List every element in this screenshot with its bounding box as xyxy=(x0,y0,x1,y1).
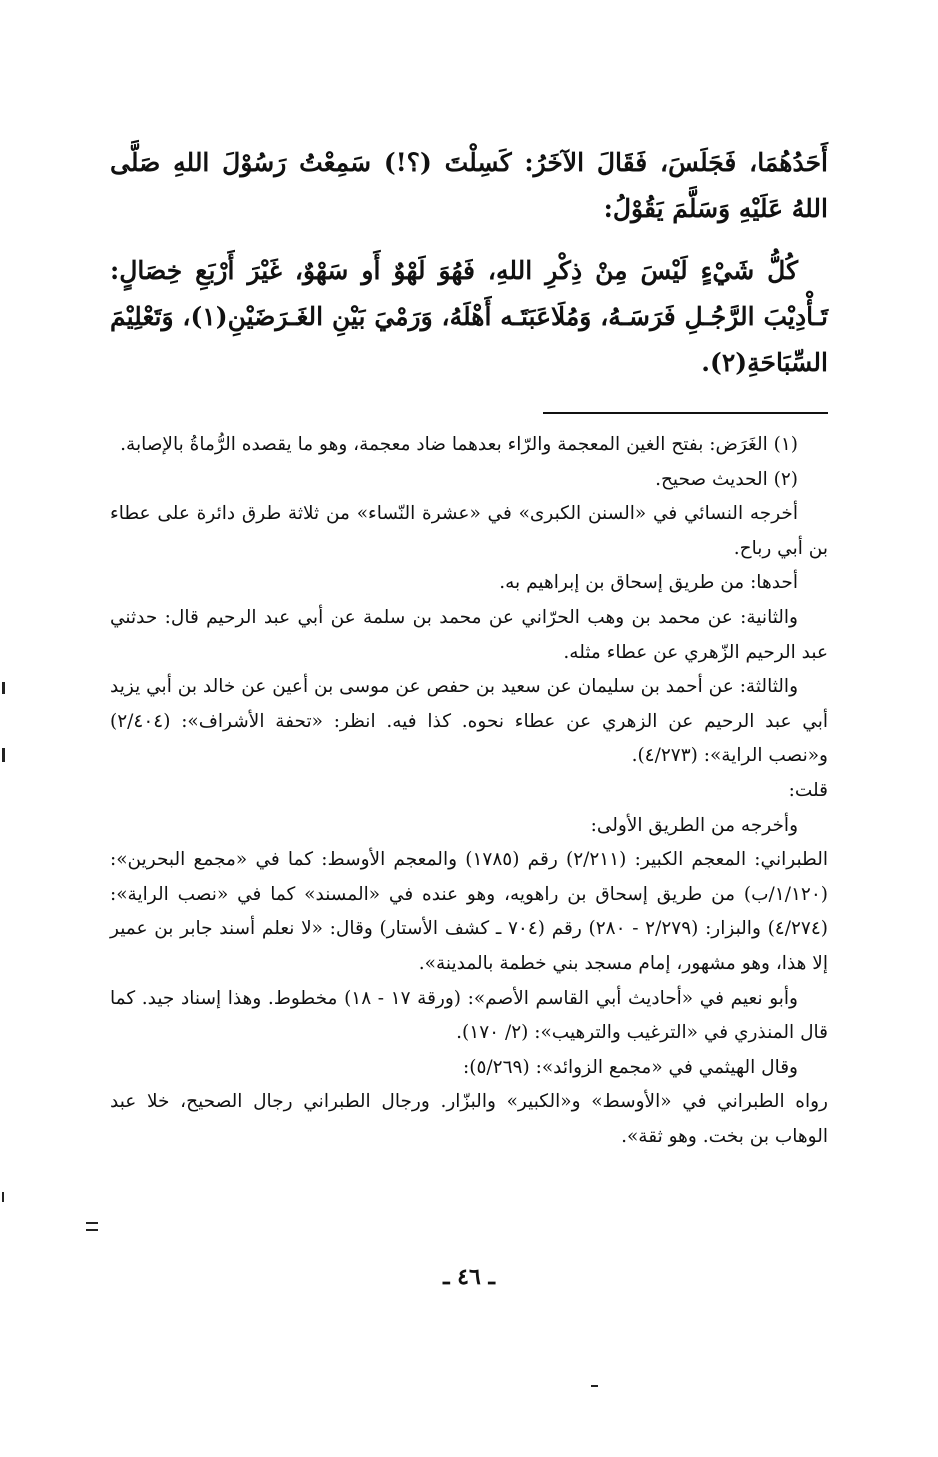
scan-artifact xyxy=(2,682,5,694)
scan-artifact xyxy=(591,1385,598,1387)
footnote-paragraph: أحدها: من طريق إسحاق بن إبراهيم به. xyxy=(499,572,798,594)
footnote-paragraph: والثانية: عن محمد بن وهب الحرّاني عن محمد بن سلمة عن أبي عبد الرحيم قال: حدثني عبد الرحيم الزّهري عن عطاء مثله. xyxy=(110,606,828,663)
footnote-paragraph: وأخرجه من الطريق الأولى: xyxy=(590,814,798,836)
footnote-paragraph: أخرجه النسائي في «السنن الكبرى» في «عشرة النّساء» من ثلاثة طرق دائرة على عطاء بن أبي رباح. xyxy=(110,503,828,559)
footnote-1: (١) الغَرَض: بفتح الغين المعجمة والرّاء بعدهما ضاد معجمة، وهو ما يقصده الرُّماةُ بالإصابة. xyxy=(120,434,798,455)
footnote-paragraph: وأبو نعيم في «أحاديث أبي القاسم الأصم»: (ورقة ١٧ - ١٨) مخطوط. وهذا إسناد جيد. كما قال المنذري في «الترغيب والترهيب»: (٢/ ١٧٠). xyxy=(110,987,828,1044)
scan-artifact xyxy=(86,1229,98,1231)
footnote-paragraph: والثالثة: عن أحمد بن سليمان عن سعيد بن حفص عن موسى بن أعين عن خالد بن أبي يزيد أبي عبد الرحيم عن الزهري عن عطاء نحوه. كذا فيه. انظر: «تحفة الأشراف»: (٢/٤٠٤) و«نصب الراية»: (٤/٢٧٣). xyxy=(110,676,828,767)
page-number: ـ ٤٦ ـ xyxy=(443,1264,495,1290)
scan-artifact xyxy=(86,1222,98,1224)
footnote-paragraph: الطبراني: المعجم الكبير: (٢/٢١١) رقم (١٧٨٥) والمعجم الأوسط: كما في «مجمع البحرين»: (١/١٢٠/ب) من طريق إسحاق بن راهويه، وهو عنده في «المسند» كما في «نصب الراية»: (٤/٢٧٤) والبزار: (٢/٢٧٩ - ٢٨٠) رقم (٧٠٤ ـ كشف الأستار) وقال: «لا نعلم أسند جابر بن عمير إلا هذا، وهو مشهور، إمام مسجد بني خطمة بالمدينة». xyxy=(110,849,828,974)
footnote-separator xyxy=(543,412,828,414)
footnote-paragraph: قلت: xyxy=(788,779,828,801)
footnote-paragraph: وقال الهيثمي في «مجمع الزوائد»: (٥/٢٦٩): xyxy=(463,1056,798,1078)
hadith-text-paragraph: كُلُّ شَيْءٍ لَيْسَ مِنْ ذِكْرِ اللهِ، فَهُوَ لَهْوٌ أَو سَهْوٌ، غَيْرَ أَرْبَعِ خِصَالٍ: تَـأْدِيْبَ الرَّجُـلِ فَرَسَـهُ، وَمُلَاعَبَتَـه أَهْلَهُ، وَرَمْيَ بَيْنِ الغَـرَضَيْنِ(١)، وَتَعْلِيْمَ السِّبَاحَةِ(٢). xyxy=(110,256,828,377)
footnotes-section xyxy=(110,428,828,1154)
footnote-2-heading: (٢) الحديث صحيح. xyxy=(655,468,798,490)
main-text xyxy=(110,140,828,402)
hadith-intro-paragraph: أَحَدُهُمَا، فَجَلَسَ، فَقَالَ الآخَرُ: كَسِلْتَ (؟!) سَمِعْتُ رَسُوْلَ اللهِ صَلَّى اللهُ عَلَيْهِ وَسَلَّمَ يَقُوْلُ: xyxy=(110,148,828,223)
scan-artifact xyxy=(2,748,5,762)
footnote-paragraph: رواه الطبراني في «الأوسط» و«الكبير» والبزّار. ورجال الطبراني رجال الصحيح، خلا عبد الوهاب بن بخت. وهو ثقة». xyxy=(110,1091,828,1147)
scan-artifact xyxy=(2,1192,4,1202)
